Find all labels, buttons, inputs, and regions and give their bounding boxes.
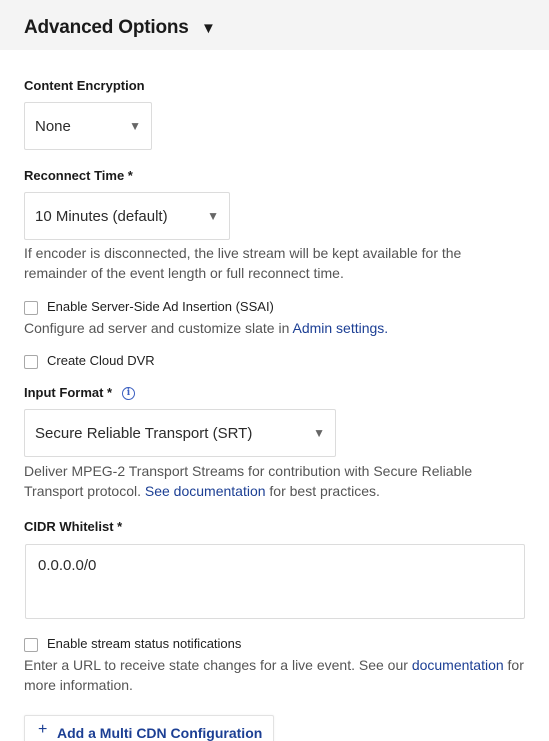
add-multi-cdn-label: Add a Multi CDN Configuration — [57, 725, 263, 741]
content-encryption-value: None — [35, 118, 71, 135]
info-icon[interactable]: i — [122, 387, 135, 400]
content-encryption-label: Content Encryption — [24, 78, 145, 93]
status-notifications-help — [24, 655, 524, 695]
input-format-select[interactable] — [24, 409, 336, 457]
status-notifications-checkbox[interactable] — [24, 638, 38, 652]
input-format-help-text: Deliver MPEG-2 Transport Streams for contribution with Secure Reliable Transport protocol. — [24, 463, 473, 499]
content-encryption-select[interactable] — [24, 102, 152, 150]
section-title[interactable]: Advanced Options — [24, 17, 189, 38]
dropdown-arrow-icon: ▼ — [313, 426, 325, 440]
ssai-label[interactable]: Enable Server-Side Ad Insertion (SSAI) — [47, 299, 274, 314]
cloud-dvr-label[interactable]: Create Cloud DVR — [47, 353, 155, 368]
input-format-help-suffix: for best practices. — [265, 483, 380, 499]
input-format-value: Secure Reliable Transport (SRT) — [35, 425, 253, 442]
ssai-checkbox-row[interactable] — [24, 299, 324, 317]
status-notifications-label[interactable]: Enable stream status notifications — [47, 636, 242, 651]
cidr-whitelist-textarea[interactable]: 0.0.0.0/0 — [25, 544, 525, 619]
reconnect-time-value: 10 Minutes (default) — [35, 208, 168, 225]
see-documentation-link[interactable]: See documentation — [144, 483, 266, 499]
caret-down-icon[interactable]: ▼ — [201, 20, 216, 37]
ssai-help — [24, 318, 524, 338]
status-notifications-help-text: Enter a URL to receive state changes for a live event. See our — [24, 657, 412, 673]
documentation-link[interactable]: documentation — [411, 657, 504, 673]
add-multi-cdn-button[interactable] — [24, 715, 274, 741]
ssai-help-text: Configure ad server and customize slate in — [24, 320, 293, 336]
status-notifications-checkbox-row[interactable] — [24, 636, 284, 654]
admin-settings-link[interactable]: Admin settings. — [292, 320, 389, 336]
dropdown-arrow-icon: ▼ — [207, 209, 219, 223]
input-format-label: Input Format * — [24, 385, 113, 400]
status-notifications-help-suffix: for more information. — [24, 657, 524, 693]
advanced-options-header[interactable] — [0, 0, 549, 50]
reconnect-time-select[interactable] — [24, 192, 230, 240]
dropdown-arrow-icon: ▼ — [129, 119, 141, 133]
reconnect-time-label: Reconnect Time * — [24, 168, 133, 183]
ssai-checkbox[interactable] — [24, 301, 38, 315]
input-format-help — [24, 461, 524, 501]
cloud-dvr-checkbox-row[interactable] — [24, 353, 184, 371]
reconnect-time-help: If encoder is disconnected, the live stream will be kept available for the remainder of the event length or full reconnect time. — [24, 245, 462, 281]
cloud-dvr-checkbox[interactable] — [24, 355, 38, 369]
cidr-whitelist-label: CIDR Whitelist * — [24, 519, 123, 534]
plus-icon: + — [38, 721, 48, 738]
